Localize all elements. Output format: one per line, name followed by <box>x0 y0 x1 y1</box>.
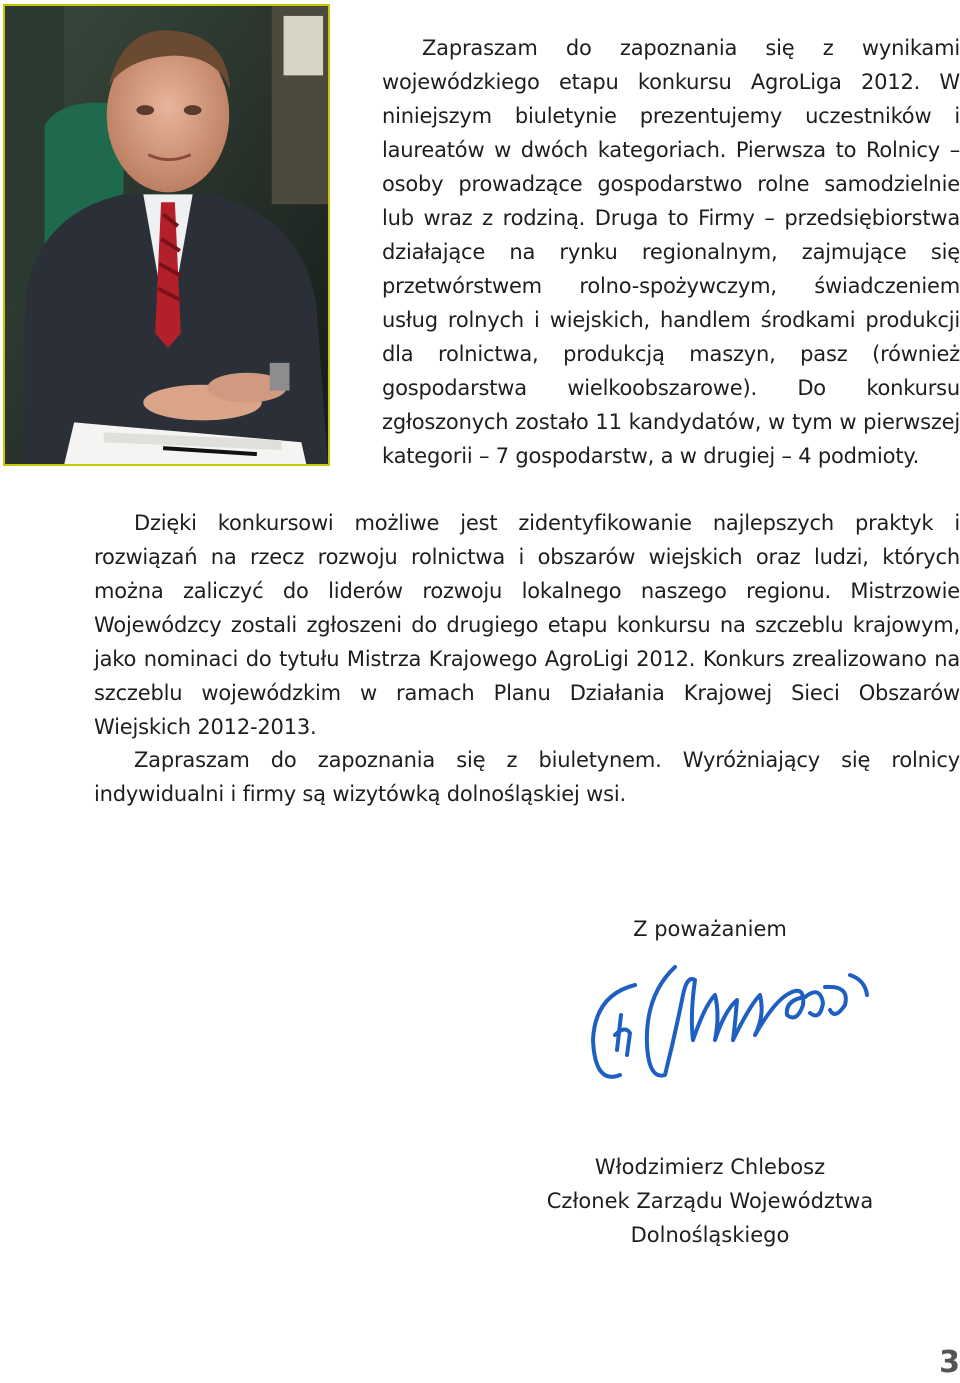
body-paragraph-3: Zapraszam do zapoznania się z biuletynem. Wyróżniający się rolnicy indywidualni i firmy są wizytówką dolnośląskiej wsi. <box>94 748 960 806</box>
signer-region: Dolnośląskiego <box>630 1223 790 1247</box>
portrait-photo <box>3 4 330 466</box>
portrait-illustration <box>5 6 328 464</box>
greeting: Z poważaniem <box>633 917 787 941</box>
intro-paragraph: Zapraszam do zapoznania się z wynikami wojewódzkiego etapu konkursu AgroLiga 2012. W niniejszym biuletynie prezentujemy uczestników i laureatów w dwóch kategoriach. Pierwsza to Rolnicy – osoby prowadzące gospodarstwo rolne samodzielnie lub wraz z rodziną. Druga to Firmy – przedsiębiorstwa działające na rynku regionalnym, zajmujące się przetwórstwem rolno-spożywczym, świadczeniem usług rolnych i wiejskich, handlem środkami produkcji dla rolnictwa, produkcją maszyn, pasz (również gospodarstwa wielkoobszarowe). Do konkursu zgłoszonych zostało 11 kandydatów, w tym w pierwszej kategorii – 7 gospodarstw, a w drugiej – 4 podmioty. <box>382 36 960 468</box>
body-paragraph-2: Dzięki konkursowi możliwe jest zidentyfikowanie najlepszych praktyk i rozwiązań na rzecz rozwoju rolnictwa i obszarów wiejskich oraz ludzi, których można zaliczyć do liderów rozwoju lokalnego naszego regionu. Mistrzowie Wojewódzcy zostali zgłoszeni do drugiego etapu konkursu na szczeblu krajowym, jako nominaci do tytułu Mistrza Krajowego AgroLigi 2012. Konkurs zrealizowano na szczeblu wojewódzkim w ramach Planu Działania Krajowej Sieci Obszarów Wiejskich 2012-2013. <box>94 511 960 739</box>
signer-block <box>500 1150 920 1252</box>
signer-name: Włodzimierz Chlebosz <box>594 1155 826 1179</box>
page-number: 3 <box>939 1345 960 1380</box>
signer-title: Członek Zarządu Województwa <box>546 1189 874 1213</box>
handwritten-signature <box>565 955 885 1095</box>
